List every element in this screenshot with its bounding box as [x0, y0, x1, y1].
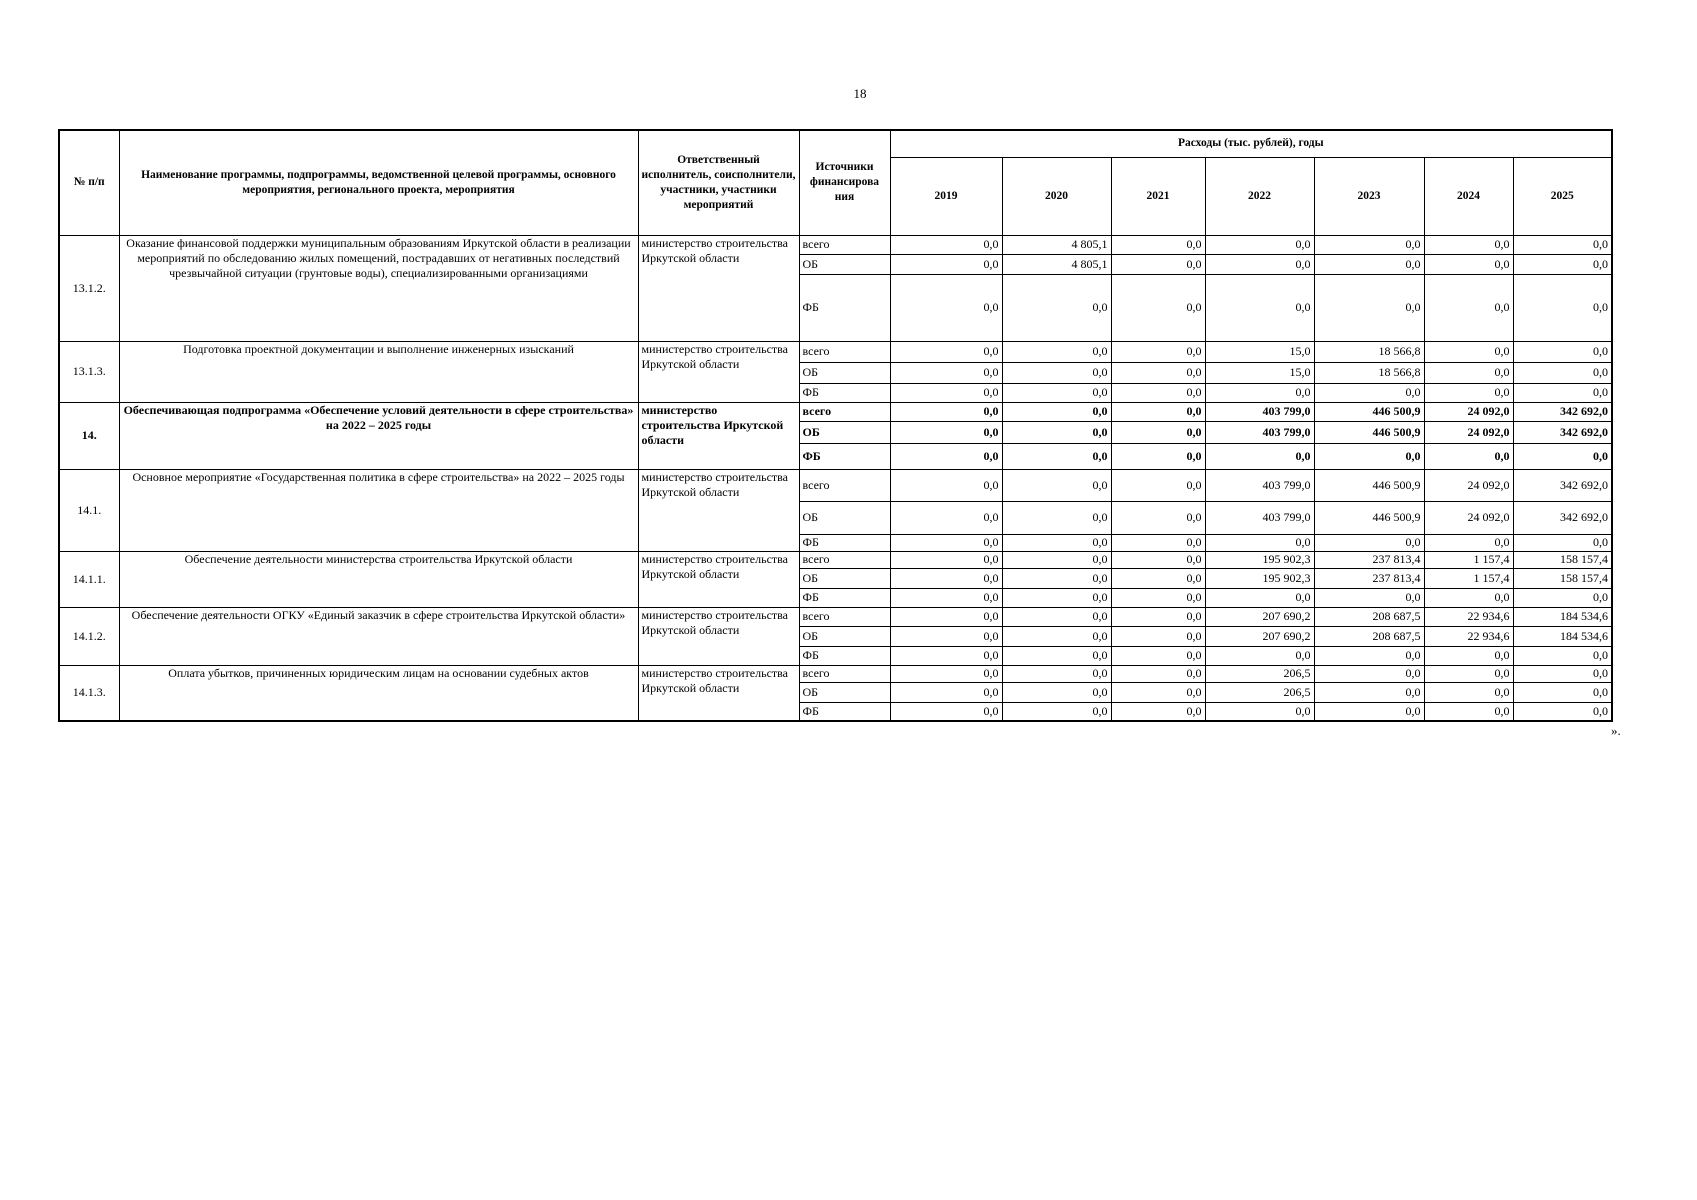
funding-source: ОБ	[799, 682, 890, 702]
amount-cell: 0,0	[1002, 607, 1111, 626]
budget-table	[58, 129, 1613, 722]
amount-cell: 403 799,0	[1205, 469, 1314, 501]
funding-source: ФБ	[799, 646, 890, 665]
amount-cell: 0,0	[1314, 235, 1424, 254]
row-code: 13.1.2.	[59, 235, 119, 341]
amount-cell: 0,0	[890, 534, 1002, 551]
amount-cell: 237 813,4	[1314, 551, 1424, 568]
amount-cell: 0,0	[1002, 626, 1111, 646]
row-name: Подготовка проектной документации и выполнение инженерных изысканий	[119, 341, 638, 402]
amount-cell: 446 500,9	[1314, 402, 1424, 421]
funding-source: ФБ	[799, 702, 890, 721]
row-name: Оплата убытков, причиненных юридическим лицам на основании судебных актов	[119, 665, 638, 721]
amount-cell: 24 092,0	[1424, 469, 1513, 501]
amount-cell: 208 687,5	[1314, 607, 1424, 626]
amount-cell: 0,0	[1314, 383, 1424, 402]
amount-cell: 0,0	[1111, 443, 1205, 469]
amount-cell: 0,0	[890, 682, 1002, 702]
amount-cell: 0,0	[1513, 646, 1612, 665]
amount-cell: 0,0	[1002, 702, 1111, 721]
row-code: 14.1.1.	[59, 551, 119, 607]
amount-cell: 0,0	[1002, 274, 1111, 341]
header-responsible: Ответственный исполнитель, соисполнители, участники, участники мероприятий	[638, 130, 799, 235]
amount-cell: 0,0	[890, 383, 1002, 402]
amount-cell: 0,0	[890, 568, 1002, 588]
amount-cell: 0,0	[1002, 402, 1111, 421]
amount-cell: 24 092,0	[1424, 501, 1513, 534]
amount-cell: 0,0	[1314, 646, 1424, 665]
amount-cell: 184 534,6	[1513, 626, 1612, 646]
amount-cell: 0,0	[890, 501, 1002, 534]
header-year: 2020	[1002, 157, 1111, 235]
amount-cell: 0,0	[1205, 235, 1314, 254]
amount-cell: 403 799,0	[1205, 501, 1314, 534]
funding-source: всего	[799, 235, 890, 254]
amount-cell: 206,5	[1205, 682, 1314, 702]
row-code: 14.1.3.	[59, 665, 119, 721]
amount-cell: 4 805,1	[1002, 235, 1111, 254]
header-num: № п/п	[59, 130, 119, 235]
row-responsible: министерство строительства Иркутской области	[638, 665, 799, 721]
amount-cell: 0,0	[890, 254, 1002, 274]
amount-cell: 24 092,0	[1424, 402, 1513, 421]
amount-cell: 0,0	[1111, 588, 1205, 607]
table-row	[59, 551, 1612, 568]
amount-cell: 0,0	[890, 702, 1002, 721]
header-sources: Источники финансирова ния	[799, 130, 890, 235]
amount-cell: 0,0	[890, 274, 1002, 341]
row-name: Обеспечение деятельности министерства строительства Иркутской области	[119, 551, 638, 607]
amount-cell: 0,0	[1205, 534, 1314, 551]
amount-cell: 0,0	[1314, 702, 1424, 721]
header-year: 2019	[890, 157, 1002, 235]
row-name: Обеспечение деятельности ОГКУ «Единый заказчик в сфере строительства Иркутской области»	[119, 607, 638, 665]
funding-source: ОБ	[799, 421, 890, 443]
amount-cell: 0,0	[1424, 362, 1513, 383]
amount-cell: 158 157,4	[1513, 551, 1612, 568]
amount-cell: 0,0	[1205, 646, 1314, 665]
closing-quote-mark: ».	[1611, 723, 1621, 738]
funding-source: всего	[799, 469, 890, 501]
amount-cell: 0,0	[1002, 682, 1111, 702]
funding-source: всего	[799, 607, 890, 626]
amount-cell: 0,0	[1002, 421, 1111, 443]
amount-cell: 0,0	[1314, 588, 1424, 607]
amount-cell: 0,0	[1513, 274, 1612, 341]
amount-cell: 1 157,4	[1424, 568, 1513, 588]
amount-cell: 0,0	[1002, 534, 1111, 551]
amount-cell: 0,0	[1424, 682, 1513, 702]
amount-cell: 0,0	[1513, 443, 1612, 469]
amount-cell: 0,0	[1002, 443, 1111, 469]
row-code: 14.	[59, 402, 119, 469]
amount-cell: 208 687,5	[1314, 626, 1424, 646]
amount-cell: 0,0	[1424, 702, 1513, 721]
row-responsible: министерство строительства Иркутской области	[638, 469, 799, 551]
row-code: 14.1.2.	[59, 607, 119, 665]
amount-cell: 0,0	[890, 607, 1002, 626]
amount-cell: 0,0	[1314, 682, 1424, 702]
amount-cell: 0,0	[1111, 421, 1205, 443]
funding-source: ФБ	[799, 383, 890, 402]
amount-cell: 0,0	[890, 626, 1002, 646]
funding-source: ФБ	[799, 443, 890, 469]
amount-cell: 0,0	[1111, 402, 1205, 421]
amount-cell: 0,0	[1424, 254, 1513, 274]
amount-cell: 0,0	[1111, 235, 1205, 254]
amount-cell: 446 500,9	[1314, 469, 1424, 501]
funding-source: ОБ	[799, 501, 890, 534]
amount-cell: 0,0	[1111, 551, 1205, 568]
amount-cell: 0,0	[1111, 626, 1205, 646]
amount-cell: 0,0	[890, 362, 1002, 383]
row-responsible: министерство строительства Иркутской области	[638, 402, 799, 469]
table-row	[59, 607, 1612, 626]
row-name: Оказание финансовой поддержки муниципальным образованиям Иркутской области в реализации мероприятий по обследованию жилых помещений, пострадавших от негативных последствий чрезвычайной ситуации (грунтовые воды), специализированными организациями	[119, 235, 638, 341]
amount-cell: 207 690,2	[1205, 607, 1314, 626]
amount-cell: 206,5	[1205, 665, 1314, 682]
amount-cell: 403 799,0	[1205, 402, 1314, 421]
funding-source: ОБ	[799, 568, 890, 588]
amount-cell: 0,0	[1424, 383, 1513, 402]
amount-cell: 0,0	[890, 665, 1002, 682]
table-row	[59, 665, 1612, 682]
row-responsible: министерство строительства Иркутской области	[638, 235, 799, 341]
header-year: 2025	[1513, 157, 1612, 235]
header-expenses: Расходы (тыс. рублей), годы	[890, 130, 1612, 157]
amount-cell: 0,0	[1111, 665, 1205, 682]
amount-cell: 0,0	[1424, 534, 1513, 551]
amount-cell: 18 566,8	[1314, 341, 1424, 362]
amount-cell: 0,0	[1424, 235, 1513, 254]
amount-cell: 0,0	[1002, 469, 1111, 501]
header-name: Наименование программы, подпрограммы, ведомственной целевой программы, основного мероприятия, регионального проекта, мероприятия	[119, 130, 638, 235]
amount-cell: 22 934,6	[1424, 607, 1513, 626]
amount-cell: 0,0	[1314, 534, 1424, 551]
amount-cell: 0,0	[1513, 588, 1612, 607]
amount-cell: 342 692,0	[1513, 402, 1612, 421]
table-row	[59, 402, 1612, 421]
amount-cell: 0,0	[890, 235, 1002, 254]
amount-cell: 0,0	[890, 421, 1002, 443]
amount-cell: 1 157,4	[1424, 551, 1513, 568]
amount-cell: 0,0	[1314, 274, 1424, 341]
header-year: 2021	[1111, 157, 1205, 235]
amount-cell: 0,0	[1111, 568, 1205, 588]
amount-cell: 0,0	[1513, 341, 1612, 362]
amount-cell: 0,0	[1002, 588, 1111, 607]
amount-cell: 0,0	[1424, 588, 1513, 607]
funding-source: ФБ	[799, 534, 890, 551]
header-row-top	[59, 130, 1612, 157]
amount-cell: 0,0	[1002, 341, 1111, 362]
header-year: 2022	[1205, 157, 1314, 235]
amount-cell: 195 902,3	[1205, 568, 1314, 588]
amount-cell: 0,0	[1111, 702, 1205, 721]
amount-cell: 0,0	[1205, 254, 1314, 274]
amount-cell: 0,0	[1424, 341, 1513, 362]
amount-cell: 0,0	[1513, 235, 1612, 254]
amount-cell: 0,0	[1205, 588, 1314, 607]
amount-cell: 0,0	[1205, 443, 1314, 469]
amount-cell: 0,0	[1111, 274, 1205, 341]
amount-cell: 0,0	[1205, 383, 1314, 402]
amount-cell: 0,0	[890, 469, 1002, 501]
funding-source: всего	[799, 341, 890, 362]
amount-cell: 0,0	[1513, 534, 1612, 551]
amount-cell: 0,0	[1111, 534, 1205, 551]
amount-cell: 0,0	[1205, 702, 1314, 721]
funding-source: всего	[799, 402, 890, 421]
funding-source: всего	[799, 551, 890, 568]
amount-cell: 4 805,1	[1002, 254, 1111, 274]
amount-cell: 342 692,0	[1513, 501, 1612, 534]
amount-cell: 15,0	[1205, 341, 1314, 362]
amount-cell: 0,0	[1513, 383, 1612, 402]
funding-source: всего	[799, 665, 890, 682]
amount-cell: 0,0	[1513, 362, 1612, 383]
amount-cell: 0,0	[890, 443, 1002, 469]
amount-cell: 403 799,0	[1205, 421, 1314, 443]
amount-cell: 24 092,0	[1424, 421, 1513, 443]
funding-source: ФБ	[799, 588, 890, 607]
row-name: Обеспечивающая подпрограмма «Обеспечение условий деятельности в сфере строительства» на 2022 – 2025 годы	[119, 402, 638, 469]
amount-cell: 0,0	[1111, 501, 1205, 534]
amount-cell: 18 566,8	[1314, 362, 1424, 383]
amount-cell: 0,0	[1002, 362, 1111, 383]
amount-cell: 0,0	[1111, 362, 1205, 383]
page-number: 18	[853, 86, 867, 101]
amount-cell: 0,0	[1002, 665, 1111, 682]
header-year: 2023	[1314, 157, 1424, 235]
row-code: 13.1.3.	[59, 341, 119, 402]
amount-cell: 0,0	[1424, 274, 1513, 341]
row-responsible: министерство строительства Иркутской области	[638, 341, 799, 402]
row-responsible: министерство строительства Иркутской области	[638, 551, 799, 607]
amount-cell: 0,0	[1002, 551, 1111, 568]
amount-cell: 0,0	[1424, 443, 1513, 469]
amount-cell: 207 690,2	[1205, 626, 1314, 646]
amount-cell: 0,0	[1002, 501, 1111, 534]
amount-cell: 0,0	[1111, 607, 1205, 626]
amount-cell: 158 157,4	[1513, 568, 1612, 588]
amount-cell: 342 692,0	[1513, 469, 1612, 501]
table-row	[59, 469, 1612, 501]
amount-cell: 0,0	[1513, 702, 1612, 721]
table-row	[59, 341, 1612, 362]
amount-cell: 0,0	[890, 402, 1002, 421]
amount-cell: 0,0	[1424, 646, 1513, 665]
amount-cell: 0,0	[1002, 568, 1111, 588]
amount-cell: 184 534,6	[1513, 607, 1612, 626]
amount-cell: 0,0	[1513, 254, 1612, 274]
amount-cell: 0,0	[890, 551, 1002, 568]
row-name: Основное мероприятие «Государственная политика в сфере строительства» на 2022 – 2025 годы	[119, 469, 638, 551]
funding-source: ОБ	[799, 362, 890, 383]
funding-source: ОБ	[799, 254, 890, 274]
amount-cell: 0,0	[1111, 646, 1205, 665]
amount-cell: 0,0	[890, 588, 1002, 607]
amount-cell: 0,0	[1314, 665, 1424, 682]
amount-cell: 0,0	[1205, 274, 1314, 341]
amount-cell: 446 500,9	[1314, 501, 1424, 534]
amount-cell: 0,0	[1002, 383, 1111, 402]
amount-cell: 0,0	[1002, 646, 1111, 665]
row-code: 14.1.	[59, 469, 119, 551]
amount-cell: 0,0	[1314, 254, 1424, 274]
amount-cell: 0,0	[1111, 383, 1205, 402]
amount-cell: 0,0	[890, 646, 1002, 665]
amount-cell: 446 500,9	[1314, 421, 1424, 443]
amount-cell: 0,0	[1111, 469, 1205, 501]
amount-cell: 0,0	[1314, 443, 1424, 469]
funding-source: ФБ	[799, 274, 890, 341]
amount-cell: 195 902,3	[1205, 551, 1314, 568]
amount-cell: 0,0	[890, 341, 1002, 362]
row-responsible: министерство строительства Иркутской области	[638, 607, 799, 665]
amount-cell: 22 934,6	[1424, 626, 1513, 646]
amount-cell: 0,0	[1513, 665, 1612, 682]
amount-cell: 15,0	[1205, 362, 1314, 383]
amount-cell: 237 813,4	[1314, 568, 1424, 588]
amount-cell: 342 692,0	[1513, 421, 1612, 443]
amount-cell: 0,0	[1513, 682, 1612, 702]
amount-cell: 0,0	[1111, 254, 1205, 274]
amount-cell: 0,0	[1111, 341, 1205, 362]
table-body	[59, 235, 1612, 721]
header-year: 2024	[1424, 157, 1513, 235]
funding-source: ОБ	[799, 626, 890, 646]
table-row	[59, 235, 1612, 254]
amount-cell: 0,0	[1111, 682, 1205, 702]
amount-cell: 0,0	[1424, 665, 1513, 682]
